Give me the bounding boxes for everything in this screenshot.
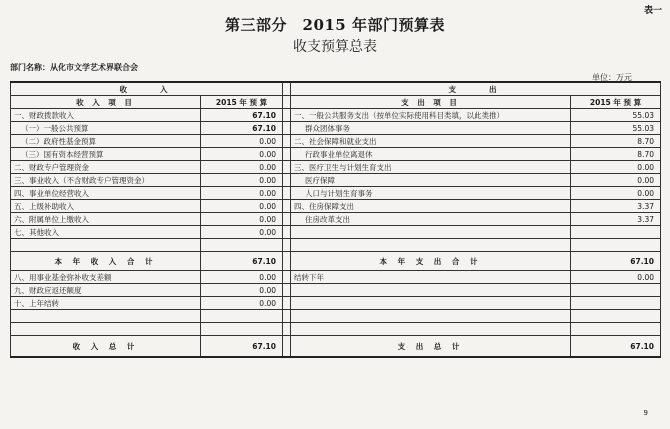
- expense-value: 55.03: [571, 109, 661, 122]
- expense-item: 二、社会保障和就业支出: [291, 135, 571, 148]
- spacer-cell: [283, 252, 291, 271]
- income-item: 七、其他收入: [11, 226, 201, 239]
- spacer-cell: [283, 336, 291, 358]
- expense-item: 行政事业单位离退休: [291, 148, 571, 161]
- expense-item: 人口与计划生育事务: [291, 187, 571, 200]
- expense-value: 3.37: [571, 200, 661, 213]
- expense-value: 55.03: [571, 122, 661, 135]
- income-value: 0.00: [201, 161, 283, 174]
- table-row: [11, 109, 661, 122]
- spacer-cell: [283, 200, 291, 213]
- table-row: [11, 135, 661, 148]
- spacer-cell: [283, 187, 291, 200]
- year-total-row: [11, 252, 661, 271]
- expense-item: [291, 226, 571, 239]
- income-item: （一）一般公共预算: [11, 122, 201, 135]
- expense-item: [291, 297, 571, 310]
- expense-item: 医疗保障: [291, 174, 571, 187]
- grand-total-row: [11, 336, 661, 358]
- expense-value: [571, 284, 661, 297]
- table-row: [11, 271, 661, 284]
- income-budget-header: 2015 年 预 算: [201, 96, 283, 109]
- department-name: 部门名称：从化市文学艺术界联合会: [10, 63, 138, 72]
- expense-item: 群众团体事务: [291, 122, 571, 135]
- income-item: 六、附属单位上缴收入: [11, 213, 201, 226]
- year-expense-total-value: 67.10: [571, 252, 661, 271]
- table-row: [11, 174, 661, 187]
- income-item: 二、财政专户管理资金: [11, 161, 201, 174]
- expense-section-header: 支 出: [291, 82, 661, 96]
- expense-item: 一、一般公共服务支出（按单位实际使用科目类填，以此类推）: [291, 109, 571, 122]
- income-value: 0.00: [201, 148, 283, 161]
- income-item: 八、用事业基金弥补收支差额: [11, 271, 201, 284]
- income-item-header: 收 入 项 目: [11, 96, 201, 109]
- spacer-cell: [283, 122, 291, 135]
- year-income-total-value: 67.10: [201, 252, 283, 271]
- expense-value: [571, 226, 661, 239]
- table-row: [11, 148, 661, 161]
- spacer-cell: [283, 213, 291, 226]
- table-row: [11, 213, 661, 226]
- table-row: [11, 187, 661, 200]
- expense-value: 0.00: [571, 271, 661, 284]
- expense-value: [571, 297, 661, 310]
- income-value: 0.00: [201, 174, 283, 187]
- table-row: [11, 200, 661, 213]
- spacer-cell: [283, 135, 291, 148]
- table-section-header: [11, 82, 661, 96]
- income-value: 0.00: [201, 200, 283, 213]
- spacer-cell: [283, 148, 291, 161]
- table-row-empty: [11, 323, 661, 336]
- expense-item: 三、医疗卫生与计划生育支出: [291, 161, 571, 174]
- spacer-cell: [283, 82, 291, 96]
- income-item: 五、上级补助收入: [11, 200, 201, 213]
- expense-item: [291, 284, 571, 297]
- income-value: 0.00: [201, 271, 283, 284]
- grand-expense-total-value: 67.10: [571, 336, 661, 358]
- income-item: 三、事业收入（不含财政专户管理资金）: [11, 174, 201, 187]
- spacer-cell: [283, 174, 291, 187]
- income-value: 0.00: [201, 284, 283, 297]
- table-row: [11, 284, 661, 297]
- page-number: 9: [643, 409, 648, 417]
- income-item: 四、事业单位经营收入: [11, 187, 201, 200]
- spacer-cell: [283, 284, 291, 297]
- expense-item-header: 支 出 项 目: [291, 96, 571, 109]
- expense-value: 0.00: [571, 161, 661, 174]
- spacer-cell: [283, 96, 291, 109]
- expense-value: 3.37: [571, 213, 661, 226]
- income-item: （二）政府性基金预算: [11, 135, 201, 148]
- table-column-header: [11, 96, 661, 109]
- income-item: 十、上年结转: [11, 297, 201, 310]
- expense-value: 0.00: [571, 174, 661, 187]
- spacer-cell: [283, 109, 291, 122]
- table-row: [11, 161, 661, 174]
- table-row: [11, 226, 661, 239]
- expense-item: 结转下年: [291, 271, 571, 284]
- income-value: 0.00: [201, 226, 283, 239]
- unit-label: 单位：万元: [592, 73, 632, 82]
- income-value: 0.00: [201, 213, 283, 226]
- table-row: [11, 297, 661, 310]
- expense-item: 四、住房保障支出: [291, 200, 571, 213]
- income-section-header: 收 入: [11, 82, 283, 96]
- table-tag: 表一: [643, 6, 662, 16]
- expense-budget-header: 2015 年 预 算: [571, 96, 661, 109]
- expense-value: 8.70: [571, 148, 661, 161]
- table-row-empty: [11, 310, 661, 323]
- expense-value: 0.00: [571, 187, 661, 200]
- table-row: [11, 122, 661, 135]
- income-value: 0.00: [201, 297, 283, 310]
- income-item: 九、财政应返还额度: [11, 284, 201, 297]
- grand-income-total-label: 收 入 总 计: [11, 336, 201, 358]
- income-value: 0.00: [201, 187, 283, 200]
- year-expense-total-label: 本 年 支 出 合 计: [291, 252, 571, 271]
- year-income-total-label: 本 年 收 入 合 计: [11, 252, 201, 271]
- table-row-empty: [11, 239, 661, 252]
- spacer-cell: [283, 297, 291, 310]
- expense-item: 住房改革支出: [291, 213, 571, 226]
- page-title: 第三部分 2015 年部门预算表: [225, 16, 445, 34]
- expense-value: 8.70: [571, 135, 661, 148]
- income-item: （三）国有资本经营预算: [11, 148, 201, 161]
- budget-summary-table: [10, 81, 661, 358]
- income-value: 67.10: [201, 122, 283, 135]
- income-value: 67.10: [201, 109, 283, 122]
- grand-expense-total-label: 支 出 总 计: [291, 336, 571, 358]
- page-subtitle: 收支预算总表: [293, 39, 377, 55]
- grand-income-total-value: 67.10: [201, 336, 283, 358]
- income-item: 一、财政拨款收入: [11, 109, 201, 122]
- spacer-cell: [283, 226, 291, 239]
- spacer-cell: [283, 161, 291, 174]
- income-value: 0.00: [201, 135, 283, 148]
- spacer-cell: [283, 271, 291, 284]
